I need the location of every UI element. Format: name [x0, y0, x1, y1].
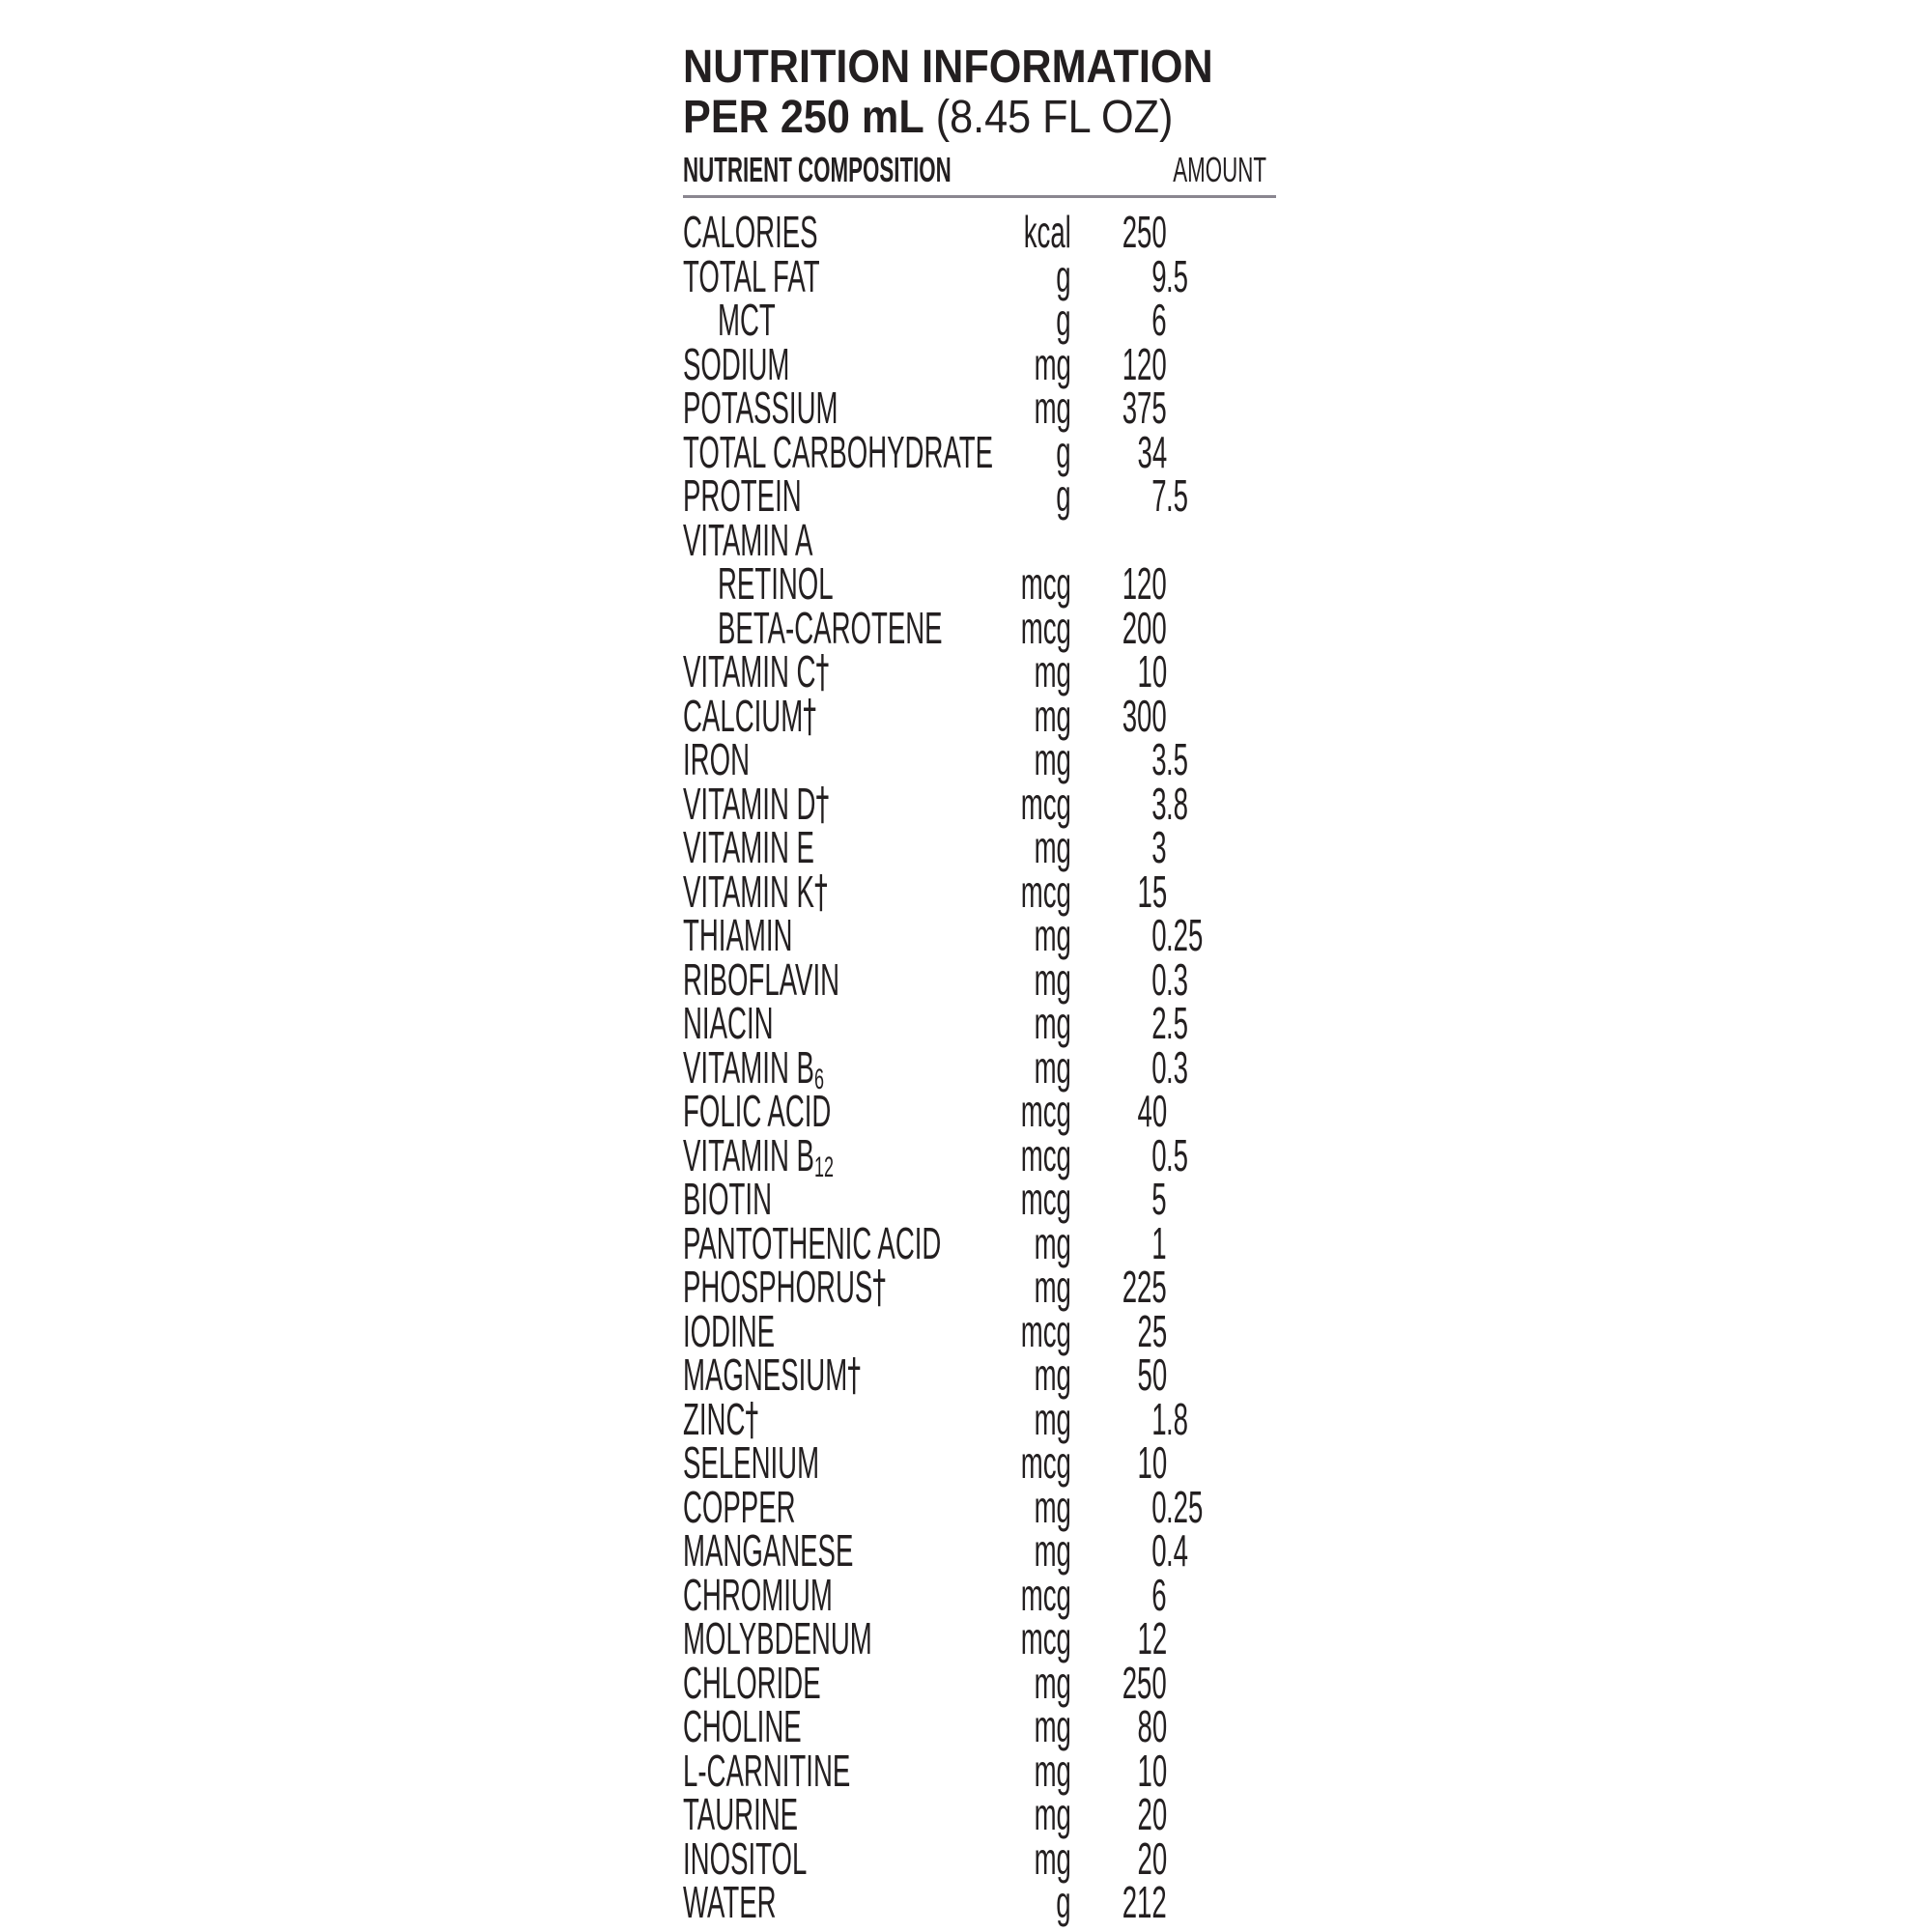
- nutrient-name-text: IRON: [683, 734, 750, 784]
- amount-integer: 10: [1137, 646, 1167, 696]
- nutrient-row: [683, 998, 1276, 1048]
- unit-cell: [683, 558, 1071, 609]
- nutrient-name-text: BIOTIN: [683, 1174, 773, 1224]
- nutrient-name-text: RETINOL: [718, 558, 834, 609]
- amount-cell: [1151, 1041, 1189, 1093]
- amount-integer: 3: [1151, 734, 1167, 784]
- nutrient-unit: mg: [1034, 1262, 1071, 1312]
- nutrient-row: [683, 1129, 1276, 1183]
- nutrient-row: [683, 1481, 1276, 1532]
- dagger-mark: †: [847, 1349, 862, 1401]
- nutrient-unit: mg: [1034, 822, 1071, 872]
- unit-cell: [683, 1745, 1071, 1796]
- amount-integer: 200: [1122, 602, 1167, 653]
- nutrient-row: [683, 514, 1276, 565]
- unit-cell: [683, 295, 1071, 345]
- nutrient-row: [683, 1789, 1276, 1839]
- nutrient-name-text: PROTEIN: [683, 470, 802, 521]
- amount-cell: [1122, 602, 1167, 653]
- unit-cell: [683, 1789, 1071, 1839]
- amount-integer: 3: [1151, 822, 1167, 872]
- nutrient-name-text: SODIUM: [683, 338, 790, 389]
- nutrient-unit: mg: [1034, 690, 1071, 741]
- unit-cell: [683, 1569, 1071, 1620]
- amount-integer: 0: [1151, 953, 1167, 1005]
- nutrient-name-text: TAURINE: [683, 1789, 799, 1839]
- amount-integer: 0: [1151, 1525, 1167, 1576]
- nutrient-unit: mcg: [1020, 1305, 1071, 1356]
- nutrient-unit: mcg: [1020, 1086, 1071, 1136]
- unit-cell: [683, 690, 1071, 741]
- unit-cell: [683, 470, 1071, 521]
- nutrient-unit: mg: [1034, 338, 1071, 389]
- nutrient-row: [683, 1613, 1276, 1663]
- amount-decimal: .5: [1166, 734, 1189, 784]
- amount-cell: [1151, 1393, 1189, 1444]
- nutrient-row: [683, 1217, 1276, 1268]
- amount-integer: 0: [1151, 1129, 1167, 1180]
- nutrient-row: [683, 383, 1276, 433]
- amount-integer: 212: [1122, 1877, 1167, 1927]
- amount-integer: 80: [1137, 1701, 1167, 1751]
- amount-cell: [1137, 1350, 1167, 1400]
- dagger-mark: †: [745, 1392, 759, 1445]
- amount-cell: [1137, 1789, 1167, 1839]
- serving-size-oz: (8.45 FL OZ): [923, 92, 1174, 143]
- nutrient-name-text: VITAMIN A: [683, 514, 813, 565]
- nutrient-name-text: FOLIC ACID: [683, 1086, 832, 1136]
- nutrient-name-text: VITAMIN C: [683, 646, 816, 696]
- header-divider: [683, 195, 1276, 198]
- amount-integer: 20: [1137, 1833, 1167, 1884]
- nutrient-name-text: PANTOTHENIC ACID: [683, 1217, 942, 1268]
- unit-cell: [683, 998, 1071, 1048]
- amount-integer: 12: [1137, 1613, 1167, 1663]
- amount-decimal: .5: [1166, 250, 1189, 301]
- nutrient-row: [683, 470, 1276, 521]
- amount-integer: 34: [1137, 426, 1167, 477]
- nutrient-name-text: VITAMIN D: [683, 778, 816, 829]
- amount-cell: [1137, 866, 1167, 917]
- nutrient-unit: mg: [1034, 1350, 1071, 1400]
- amount-integer: 50: [1137, 1350, 1167, 1400]
- unit-cell: [683, 426, 1071, 477]
- nutrient-name-text: WATER: [683, 1877, 777, 1927]
- column-amount-label: AMOUNT: [1173, 150, 1266, 189]
- unit-cell: [683, 953, 1071, 1005]
- unit-cell: [683, 1086, 1071, 1136]
- nutrient-unit: mg: [1034, 910, 1071, 960]
- nutrient-row: [683, 1525, 1276, 1576]
- nutrient-row: [683, 1261, 1276, 1313]
- title-line-2: [683, 93, 1217, 143]
- amount-integer: 20: [1137, 1789, 1167, 1839]
- amount-cell: [1122, 1262, 1167, 1312]
- nutrient-name-text: CALCIUM: [683, 690, 804, 741]
- nutrient-unit: mcg: [1020, 1613, 1071, 1663]
- unit-cell: [683, 338, 1071, 389]
- nutrient-row: [683, 1349, 1276, 1401]
- nutrient-row: [683, 207, 1276, 257]
- nutrient-row: [683, 1833, 1276, 1884]
- nutrient-unit: mg: [1034, 1833, 1071, 1884]
- nutrient-unit: mcg: [1020, 866, 1071, 917]
- amount-decimal: .4: [1166, 1525, 1189, 1576]
- nutrient-row: [683, 865, 1276, 918]
- nutrient-unit: mg: [1034, 1041, 1071, 1093]
- amount-cell: [1151, 778, 1189, 829]
- nutrient-name-text: VITAMIN B: [683, 1041, 814, 1093]
- nutrient-row: [683, 1392, 1276, 1445]
- unit-cell: [683, 250, 1071, 301]
- nutrient-name-text: RIBOFLAVIN: [683, 953, 840, 1005]
- amount-cell: [1151, 1569, 1167, 1620]
- amount-cell: [1151, 822, 1167, 872]
- nutrient-row: [683, 295, 1276, 345]
- nutrient-unit: mcg: [1020, 558, 1071, 609]
- unit-cell: [683, 910, 1071, 960]
- amount-integer: 5: [1151, 1174, 1167, 1224]
- nutrient-unit: g: [1056, 295, 1071, 345]
- amount-integer: 1: [1151, 1393, 1167, 1444]
- nutrient-unit: mcg: [1020, 778, 1071, 829]
- nutrient-unit: mg: [1034, 646, 1071, 696]
- amount-cell: [1151, 250, 1189, 301]
- unit-cell: [683, 1174, 1071, 1224]
- nutrient-row: [683, 689, 1276, 742]
- amount-integer: 250: [1122, 207, 1167, 257]
- amount-integer: 120: [1122, 558, 1167, 609]
- amount-decimal: .5: [1166, 998, 1189, 1048]
- unit-cell: [683, 778, 1071, 829]
- unit-cell: [683, 1877, 1071, 1927]
- amount-integer: 40: [1137, 1086, 1167, 1136]
- unit-cell: [683, 734, 1071, 784]
- amount-integer: 10: [1137, 1745, 1167, 1796]
- nutrient-row: [683, 822, 1276, 872]
- amount-integer: 3: [1151, 778, 1167, 829]
- amount-integer: 0: [1151, 910, 1167, 960]
- amount-cell: [1137, 1833, 1167, 1884]
- nutrient-unit: mg: [1034, 1701, 1071, 1751]
- amount-cell: [1122, 558, 1167, 609]
- nutrient-unit: mg: [1034, 1789, 1071, 1839]
- unit-cell: [683, 1657, 1071, 1708]
- amount-integer: 2: [1151, 998, 1167, 1048]
- amount-integer: 9: [1151, 250, 1167, 301]
- nutrient-row: [683, 953, 1276, 1005]
- amount-integer: 375: [1122, 383, 1167, 433]
- amount-cell: [1137, 1701, 1167, 1751]
- nutrient-name-text: IODINE: [683, 1305, 776, 1356]
- title-line-1: NUTRITION INFORMATION: [683, 42, 1213, 93]
- nutrient-name-text: PHOSPHORUS: [683, 1262, 873, 1312]
- nutrient-name-text: VITAMIN E: [683, 822, 814, 872]
- unit-cell: [683, 1129, 1071, 1180]
- unit-cell: [683, 1437, 1071, 1488]
- nutrient-name-text: CHROMIUM: [683, 1569, 833, 1620]
- nutrient-table: [683, 207, 1276, 1927]
- nutrient-unit: kcal: [1023, 207, 1071, 257]
- nutrient-name-text: MANGANESE: [683, 1525, 854, 1576]
- unit-cell: [683, 1350, 1071, 1400]
- amount-cell: [1151, 1174, 1167, 1224]
- unit-cell: [683, 866, 1071, 917]
- nutrient-row: [683, 1086, 1276, 1136]
- amount-cell: [1122, 338, 1167, 389]
- nutrient-unit: mcg: [1020, 1129, 1071, 1180]
- nutrient-row: [683, 1701, 1276, 1751]
- amount-cell: [1151, 1217, 1167, 1268]
- unit-cell: [683, 1262, 1071, 1312]
- amount-cell: [1122, 690, 1167, 741]
- nutrient-row: [683, 1657, 1276, 1708]
- unit-cell: [683, 646, 1071, 696]
- amount-cell: [1151, 1129, 1189, 1180]
- amount-cell: [1151, 470, 1189, 521]
- amount-cell: [1151, 910, 1204, 960]
- nutrient-name-text: INOSITOL: [683, 1833, 808, 1884]
- nutrient-name-text: TOTAL CARBOHYDRATE: [683, 426, 994, 477]
- amount-integer: 1: [1151, 1217, 1167, 1268]
- column-header: [683, 149, 1276, 191]
- nutrient-name-text: MOLYBDENUM: [683, 1613, 872, 1663]
- nutrient-subscript: 6: [813, 1063, 824, 1095]
- nutrient-unit: mcg: [1020, 1174, 1071, 1224]
- nutrient-row: [683, 777, 1276, 830]
- nutrient-name-text: THIAMIN: [683, 910, 793, 960]
- nutrient-subscript: 12: [813, 1151, 834, 1183]
- amount-cell: [1137, 426, 1167, 477]
- nutrient-name-text: CHOLINE: [683, 1701, 802, 1751]
- amount-cell: [1122, 207, 1167, 257]
- unit-cell: [683, 1041, 1071, 1093]
- nutrient-unit: mg: [1034, 1393, 1071, 1444]
- amount-cell: [1151, 1525, 1189, 1576]
- amount-integer: 0: [1151, 1041, 1167, 1093]
- amount-cell: [1151, 998, 1189, 1048]
- unit-cell: [683, 1305, 1071, 1356]
- amount-integer: 10: [1137, 1437, 1167, 1488]
- panel-title: [683, 43, 1217, 143]
- nutrient-row: [683, 1305, 1276, 1356]
- nutrient-name-text: MAGNESIUM: [683, 1350, 848, 1400]
- nutrient-unit: g: [1056, 1877, 1071, 1927]
- nutrient-unit: mg: [1034, 383, 1071, 433]
- amount-cell: [1137, 1745, 1167, 1796]
- dagger-mark: †: [803, 689, 817, 742]
- nutrient-row: [683, 426, 1276, 477]
- unit-cell: [683, 1833, 1071, 1884]
- nutrient-row: [683, 1041, 1276, 1095]
- amount-decimal: .3: [1166, 1041, 1189, 1093]
- nutrient-unit: mcg: [1020, 602, 1071, 653]
- amount-decimal: .8: [1166, 1393, 1189, 1444]
- amount-cell: [1137, 1613, 1167, 1663]
- nutrient-name-text: TOTAL FAT: [683, 250, 820, 301]
- nutrient-name-text: L-CARNITINE: [683, 1745, 851, 1796]
- nutrient-unit: mg: [1034, 1525, 1071, 1576]
- amount-integer: 225: [1122, 1262, 1167, 1312]
- amount-integer: 6: [1151, 295, 1167, 345]
- nutrient-name-text: VITAMIN K: [683, 866, 814, 917]
- nutrient-row: [683, 338, 1276, 389]
- nutrient-name-text: SELENIUM: [683, 1437, 820, 1488]
- unit-cell: [683, 518, 1071, 562]
- amount-decimal: .8: [1166, 778, 1189, 829]
- amount-integer: 6: [1151, 1569, 1167, 1620]
- amount-cell: [1122, 1877, 1167, 1927]
- nutrient-name-text: BETA-CAROTENE: [718, 602, 943, 653]
- nutrient-name-text: MCT: [718, 295, 776, 345]
- amount-cell: [1151, 1481, 1204, 1532]
- nutrient-unit: mg: [1034, 1657, 1071, 1708]
- amount-cell: [1137, 1305, 1167, 1356]
- nutrient-name-text: VITAMIN B: [683, 1129, 814, 1180]
- unit-cell: [683, 822, 1071, 872]
- amount-decimal: .25: [1166, 1481, 1204, 1532]
- amount-decimal: .5: [1166, 470, 1189, 521]
- nutrient-name-text: POTASSIUM: [683, 383, 838, 433]
- column-nutrient-label: NUTRIENT COMPOSITION: [683, 150, 952, 189]
- amount-cell: [1151, 953, 1189, 1005]
- unit-cell: [683, 1481, 1071, 1532]
- dagger-mark: †: [815, 777, 830, 830]
- nutrient-name-text: ZINC: [683, 1393, 746, 1444]
- amount-cell: [1137, 1086, 1167, 1136]
- nutrient-row: [683, 1569, 1276, 1620]
- nutrient-row: [683, 558, 1276, 609]
- nutrient-row: [683, 645, 1276, 697]
- nutrient-unit: mg: [1034, 953, 1071, 1005]
- unit-cell: [683, 602, 1071, 653]
- unit-cell: [683, 383, 1071, 433]
- amount-cell: [1122, 1657, 1167, 1708]
- nutrient-row: [683, 1745, 1276, 1796]
- amount-cell: [1151, 295, 1167, 345]
- nutrient-row: [683, 1437, 1276, 1488]
- nutrient-unit: mg: [1034, 734, 1071, 784]
- nutrition-panel: [683, 42, 1276, 1927]
- amount-cell: [1151, 734, 1189, 784]
- unit-cell: [683, 1217, 1071, 1268]
- amount-integer: 0: [1151, 1481, 1167, 1532]
- unit-cell: [683, 207, 1071, 257]
- unit-cell: [683, 1613, 1071, 1663]
- nutrient-row: [683, 602, 1276, 653]
- amount-decimal: .5: [1166, 1129, 1189, 1180]
- amount-decimal: .25: [1166, 910, 1204, 960]
- unit-cell: [683, 1525, 1071, 1576]
- dagger-mark: †: [813, 865, 828, 918]
- amount-integer: 120: [1122, 338, 1167, 389]
- nutrient-row: [683, 1174, 1276, 1224]
- nutrient-unit: g: [1056, 250, 1071, 301]
- nutrient-name-text: CHLORIDE: [683, 1657, 821, 1708]
- dagger-mark: †: [872, 1261, 887, 1313]
- amount-cell: [1166, 518, 1167, 562]
- nutrient-unit: mg: [1034, 998, 1071, 1048]
- nutrient-unit: mcg: [1020, 1437, 1071, 1488]
- nutrient-name-text: COPPER: [683, 1481, 796, 1532]
- unit-cell: [683, 1701, 1071, 1751]
- amount-integer: 25: [1137, 1305, 1167, 1356]
- nutrient-unit: mg: [1034, 1217, 1071, 1268]
- nutrient-row: [683, 734, 1276, 784]
- nutrient-unit: g: [1056, 470, 1071, 521]
- serving-size: PER 250 mL: [683, 92, 924, 143]
- nutrient-row: [683, 910, 1276, 960]
- amount-integer: 15: [1137, 866, 1167, 917]
- amount-decimal: .3: [1166, 953, 1189, 1005]
- nutrient-name-text: NIACIN: [683, 998, 774, 1048]
- nutrient-unit: mg: [1034, 1745, 1071, 1796]
- nutrient-unit: mg: [1034, 1481, 1071, 1532]
- dagger-mark: †: [815, 645, 830, 697]
- amount-integer: 250: [1122, 1657, 1167, 1708]
- amount-cell: [1137, 646, 1167, 696]
- nutrient-row: [683, 250, 1276, 301]
- nutrient-row: [683, 1877, 1276, 1927]
- nutrient-unit: mcg: [1020, 1569, 1071, 1620]
- amount-integer: 7: [1151, 470, 1167, 521]
- unit-cell: [683, 1393, 1071, 1444]
- nutrient-unit: g: [1056, 426, 1071, 477]
- amount-integer: 300: [1122, 690, 1167, 741]
- nutrient-name-text: CALORIES: [683, 207, 818, 257]
- amount-cell: [1122, 383, 1167, 433]
- amount-cell: [1137, 1437, 1167, 1488]
